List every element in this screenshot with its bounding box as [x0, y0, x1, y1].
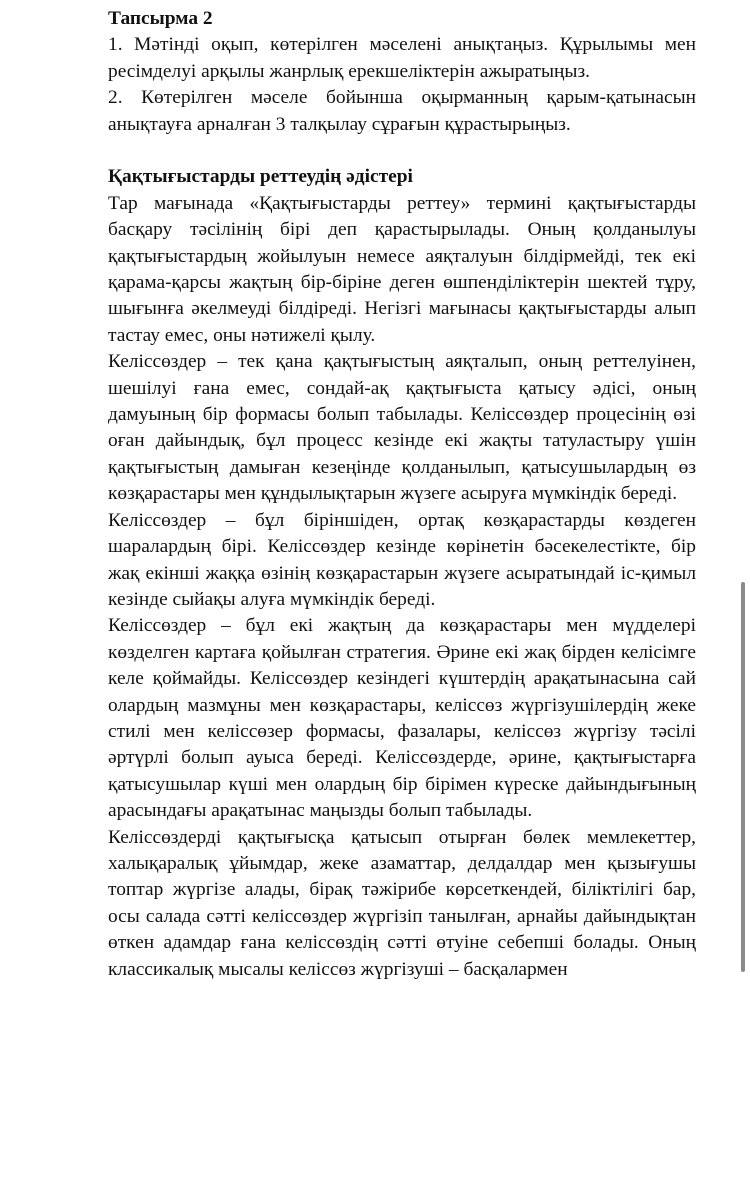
article-paragraph: Келіссөздер – тек қана қақтығыстың аяқталып, оның реттелуінен, шешілуі ғана емес, сондай-ақ қақтығыста қатысу әдісі, оның дамуының бір формасы болып табылады. Келіссөздер процесінің өзі оған дайындық, бұл процесс кезінде екі жақты татуластыру үшін қақтығыстың дамыған кезеңінде қолданылып, қатысушылардың өз көзқарастары мен құндылықтарын жүзеге асыруға мүмкіндік береді. [108, 351, 696, 505]
document-page [108, 6, 696, 983]
vertical-scrollbar[interactable] [741, 582, 745, 972]
article-paragraph: Келіссөздер – бұл біріншіден, ортақ көзқарастарды көздеген шаралардың бірі. Келіссөздер кезінде көрінетін бәсекелестікте, бір жақ екінші жаққа өзінің көзқарастарын жүзеге асыратындай іс-қимыл кезінде сыйақы алуға мүмкіндік береді. [108, 509, 696, 610]
article-title: Қақтығыстарды реттеудің әдістері [108, 166, 413, 188]
task-title: Тапсырма 2 [108, 8, 213, 29]
article-paragraph: Келіссөздер – бұл екі жақтың да көзқарастары мен мүдделері көзделген картаға қойылған стратегия. Әрине екі жақ бірден келісімге келе қоймайды. Келіссөздер кезіндегі күштердің арақатынасына сай олардың мазмұны мен көзқарастары, келіссөз жүргізушілердің жеке стилі мен келіссөзер формасы, фазалары, келіссөз жүргізу тәсілі әртүрлі болып ауыса береді. Келіссөздерде, әрине, қақтығыстарға қатысушылар күші мен олардың бір бірімен күреске дайындығының арасындағы арақатынас маңызды болып табылады. [108, 615, 696, 822]
article-paragraph: Тар мағынада «Қақтығыстарды реттеу» термині қақтығыстарды басқару тәсілінің бірі деп қарастырылады. Оның қолданылуы қақтығыстардың жойылуын немесе аяқталуын білдірмейді, тек екі қарама-қарсы жақтың бір-біріне деген өшпенділіктерін шектей тұру, шығынға әкелмеуді білдіреді. Негізгі мағынасы қақтығыстарды алып тастау емес, оны нәтижелі қылу. [108, 192, 696, 346]
task-item-2: 2. Көтерілген мәселе бойынша оқырманның қарым-қатынасын анықтауға арналған 3 талқылау сұрағын құрастырыңыз. [108, 87, 696, 135]
task-item-1: 1. Мәтінді оқып, көтерілген мәселені анықтаңыз. Құрылымы мен ресімделуі арқылы жанрлық ерекшеліктерін ажыратыңыз. [108, 34, 696, 82]
section-spacer [108, 138, 696, 164]
article-paragraph: Келіссөздерді қақтығысқа қатысып отырған бөлек мемлекеттер, халықаралық ұйымдар, жеке азаматтар, делдалдар мен қызығушы топтар жүргізе алады, бірақ тәжірибе көрсеткендей, біліктілігі бар, осы салада сәтті келіссөздер жүргізіп танылған, арнайы дайындықтан өткен адамдар ғана келіссөздің сәтті өтуіне себепші болады. Оның классикалық мысалы келіссөз жүргізуші – басқалармен [108, 826, 696, 980]
